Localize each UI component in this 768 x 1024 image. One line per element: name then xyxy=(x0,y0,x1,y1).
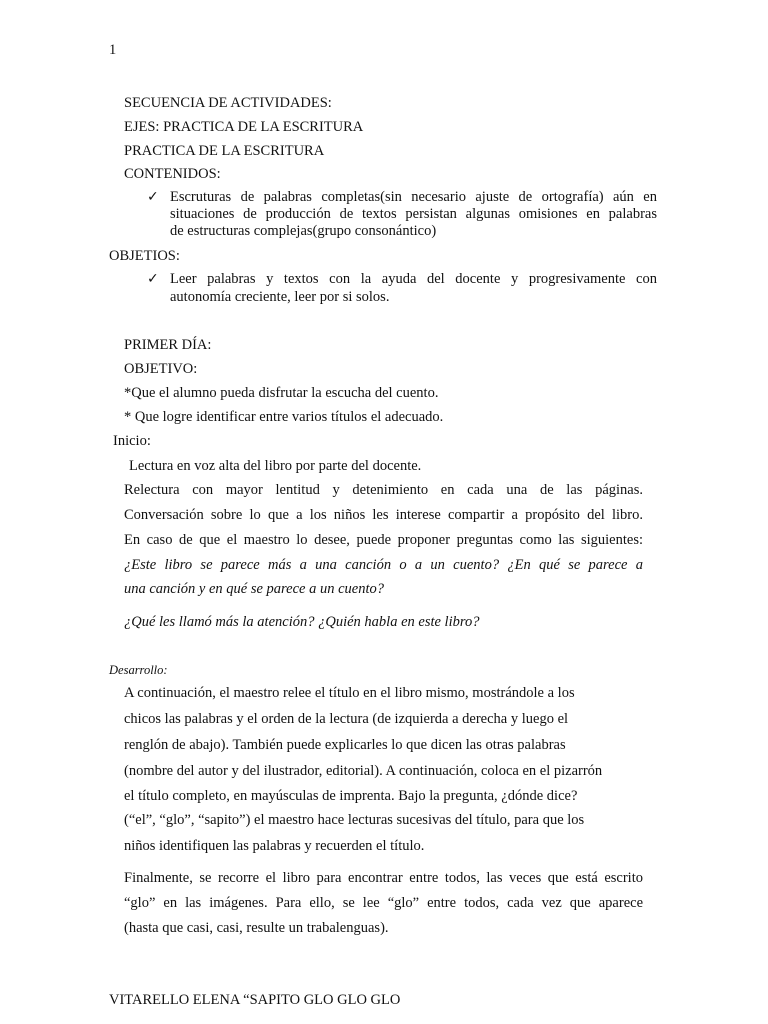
objetivos-item-line: autonomía creciente, leer por si solos. xyxy=(170,289,390,305)
question-line: ¿Este libro se parece más a una canción o a un cuento? ¿En qué se parece a xyxy=(124,557,643,573)
contenidos-item-line: Escruturas de palabras completas(sin necesario ajuste de ortografía) aún en xyxy=(170,189,657,205)
objetivo-line: * Que logre identificar entre varios títulos el adecuado. xyxy=(124,409,444,425)
desarrollo-line: renglón de abajo). También puede explicarles lo que dicen las otras palabras xyxy=(124,737,566,753)
page-number: 1 xyxy=(109,42,117,58)
desarrollo-line: (hasta que casi, casi, resulte un trabalenguas). xyxy=(124,920,389,936)
heading-ejes: EJES: PRACTICA DE LA ESCRITURA xyxy=(124,119,364,135)
desarrollo-line: Finalmente, se recorre el libro para encontrar entre todos, las veces que está escrito xyxy=(124,870,643,886)
desarrollo-line: chicos las palabras y el orden de la lectura (de izquierda a derecha y luego el xyxy=(124,711,569,727)
contenidos-item-line: situaciones de producción de textos persistan algunas omisiones en palabras xyxy=(170,206,657,222)
heading-objetivos: OBJETIOS: xyxy=(109,248,180,264)
contenidos-item-line: de estructuras complejas(grupo consonántico) xyxy=(170,223,437,239)
heading-objetivo: OBJETIVO: xyxy=(124,361,198,377)
desarrollo-line: (nombre del autor y del ilustrador, editorial). A continuación, coloca en el pizarrón xyxy=(124,763,603,779)
objetivo-line: *Que el alumno pueda disfrutar la escucha del cuento. xyxy=(124,385,439,401)
desarrollo-line: (“el”, “glo”, “sapito”) el maestro hace lecturas sucesivas del título, para que los xyxy=(124,812,585,828)
heading-contenidos: CONTENIDOS: xyxy=(124,166,221,182)
inicio-line: Relectura con mayor lentitud y detenimiento en cada una de las páginas. xyxy=(124,482,643,498)
inicio-line: Lectura en voz alta del libro por parte del docente. xyxy=(129,458,422,474)
desarrollo-line: “glo” en las imágenes. Para ello, se lee “glo” entre todos, cada vez que aparece xyxy=(124,895,643,911)
inicio-line: En caso de que el maestro lo desee, puede proponer preguntas como las siguientes: xyxy=(124,532,643,548)
heading-practica: PRACTICA DE LA ESCRITURA xyxy=(124,143,325,159)
desarrollo-line: A continuación, el maestro relee el título en el libro mismo, mostrándole a los xyxy=(124,685,575,701)
question-line: una canción y en qué se parece a un cuento? xyxy=(124,581,384,597)
heading-secuencia: SECUENCIA DE ACTIVIDADES: xyxy=(124,95,332,111)
objetivos-item-line: Leer palabras y textos con la ayuda del docente y progresivamente con xyxy=(170,271,657,287)
heading-inicio: Inicio: xyxy=(113,433,151,449)
heading-primer-dia: PRIMER DÍA: xyxy=(124,337,212,353)
desarrollo-line: el título completo, en mayúsculas de imprenta. Bajo la pregunta, ¿dónde dice? xyxy=(124,788,578,804)
question-line: ¿Qué les llamó más la atención? ¿Quién habla en este libro? xyxy=(124,614,480,630)
inicio-line: Conversación sobre lo que a los niños les interese compartir a propósito del libro. xyxy=(124,507,643,523)
footer-text: VITARELLO ELENA “SAPITO GLO GLO GLO xyxy=(109,992,401,1008)
checkmark-icon: ✓ xyxy=(147,189,159,205)
heading-desarrollo: Desarrollo: xyxy=(109,663,168,677)
checkmark-icon: ✓ xyxy=(147,271,159,287)
desarrollo-line: niños identifiquen las palabras y recuerden el título. xyxy=(124,838,425,854)
